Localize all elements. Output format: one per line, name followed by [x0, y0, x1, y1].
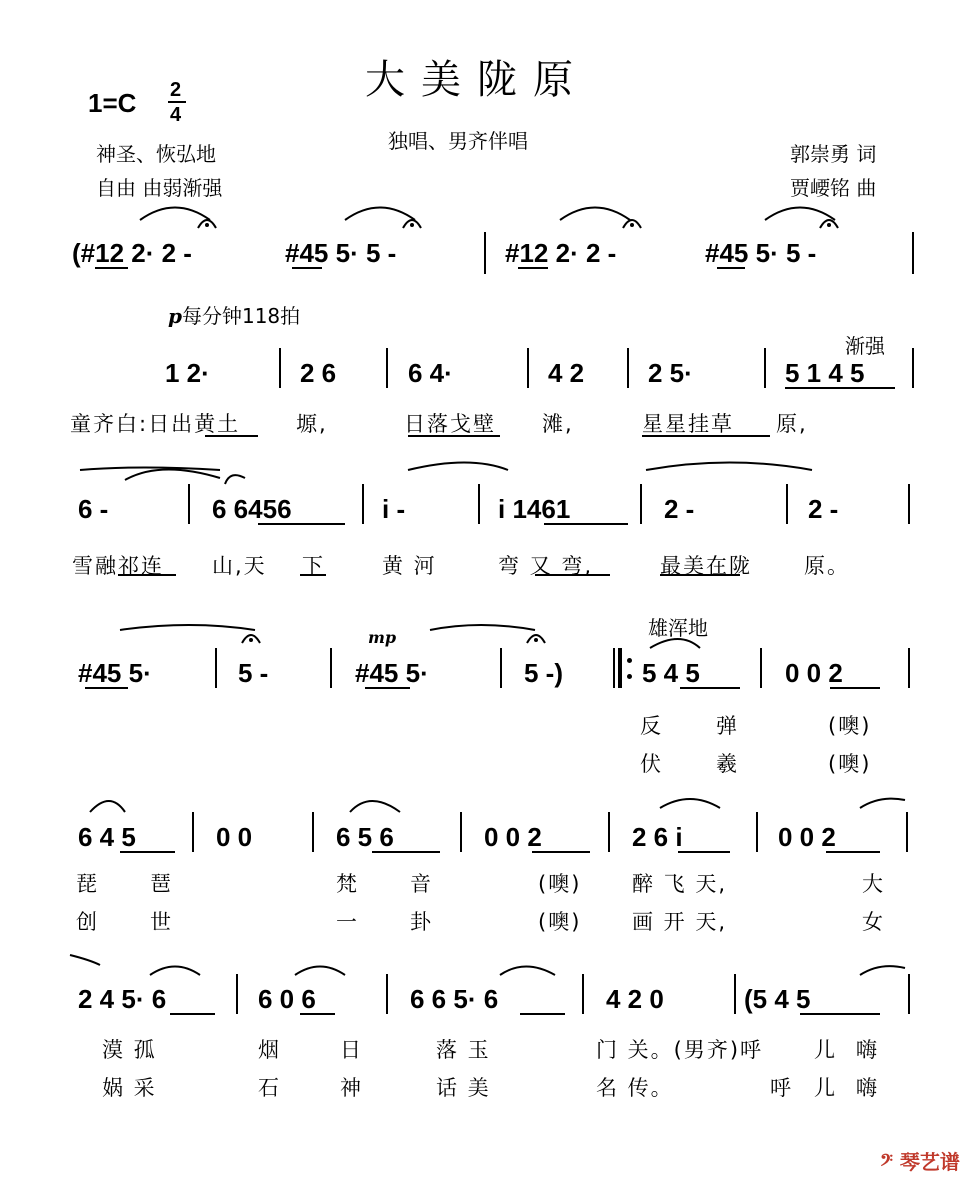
lyric: 反: [640, 714, 663, 738]
slur: [350, 801, 400, 812]
performance-note: 独唱、男齐伴唱: [388, 129, 528, 153]
fermata-dot: [410, 223, 414, 227]
lyric: 塬,: [296, 412, 328, 436]
lyric: 日: [340, 1038, 363, 1062]
measure: 1 2·: [165, 358, 210, 388]
slur: [500, 967, 555, 976]
key-signature: 1=C: [88, 88, 137, 118]
measure: 2 -: [808, 494, 839, 524]
slur: [70, 955, 100, 965]
fermata: [820, 220, 838, 228]
measure: 0 0 2: [484, 822, 542, 852]
barline: [734, 974, 736, 1014]
repeat-dot: [627, 658, 632, 663]
barline: [188, 484, 190, 524]
barline: [192, 812, 194, 852]
barline: [484, 232, 486, 274]
fermata-dot: [534, 638, 538, 642]
slur: [765, 208, 835, 221]
lyric: 儿: [814, 1076, 837, 1100]
measure: 0 0: [216, 822, 253, 852]
fermata: [242, 635, 260, 643]
slur: [646, 463, 812, 471]
barline: [786, 484, 788, 524]
lyric: 羲: [716, 752, 739, 776]
site-logo: [880, 1146, 960, 1175]
measure: 5 1 4 5: [785, 358, 865, 388]
slur: [225, 475, 245, 484]
slur: [90, 801, 125, 812]
expression-marking: 雄浑地: [648, 616, 708, 640]
barline: [582, 974, 584, 1014]
lyric: 名 传。: [596, 1076, 674, 1100]
lyric: 娲 采: [102, 1076, 157, 1100]
measure: 4 2 0: [606, 984, 664, 1014]
music-logo-icon: 𝄢: [880, 1150, 893, 1174]
barline: [912, 232, 914, 274]
measure: 6 0 6: [258, 984, 316, 1014]
fermata: [623, 220, 641, 228]
measure: 6 4·: [408, 358, 453, 388]
lyric: 星星挂草: [642, 412, 734, 436]
lyric: 日落戈壁: [404, 412, 496, 436]
lyric: 漠 孤: [102, 1038, 157, 1062]
lyric: 雪融祁连: [72, 554, 164, 578]
lyric: 梵: [336, 872, 359, 896]
lyric: 门 关。(男齐)呼: [596, 1038, 764, 1062]
measure: 5 -): [524, 658, 563, 688]
slur: [345, 208, 415, 221]
composer-credit: 贾崾铭 曲: [790, 176, 877, 200]
fermata-dot: [827, 223, 831, 227]
lyric: 世: [150, 910, 173, 934]
slur: [140, 208, 210, 221]
lyric: 弹: [716, 714, 739, 738]
lyric: 原。: [804, 554, 850, 578]
lyric: 山,天: [212, 554, 267, 578]
barline: [906, 812, 908, 852]
lyric: (噢): [828, 752, 872, 776]
slur: [860, 799, 905, 808]
measure: 2 6: [300, 358, 337, 388]
measure: 6 -: [78, 494, 109, 524]
measure: 5 -: [238, 658, 269, 688]
lyric: 呼: [770, 1076, 793, 1100]
slur: [295, 967, 345, 976]
bpm-label: 每分钟118拍: [181, 304, 301, 328]
barline: [386, 974, 388, 1014]
lyric: (噢): [828, 714, 872, 738]
measure: #45 5· 5 -: [705, 238, 817, 268]
barline: [764, 348, 766, 388]
measure: 2 6 i: [632, 822, 683, 852]
slur: [150, 967, 200, 976]
lyric: 音: [410, 872, 433, 896]
barline: [760, 648, 762, 688]
measure: (5 4 5: [744, 984, 811, 1014]
measure: 0 0 2: [778, 822, 836, 852]
tempo-marking-1: 神圣、恢弘地: [96, 142, 216, 166]
lyric: 创: [76, 910, 99, 934]
slur: [408, 463, 508, 471]
measure: #45 5·: [355, 658, 429, 688]
lyric: 石: [258, 1076, 281, 1100]
lyric: 醉 飞 天,: [632, 872, 728, 896]
lyric: 伏: [640, 752, 663, 776]
slur: [430, 625, 535, 630]
lyric: 最美在陇: [660, 554, 752, 578]
lyric: 画 开 天,: [632, 910, 728, 934]
slur: [80, 468, 220, 471]
barline: [500, 648, 502, 688]
lyric: 下: [302, 554, 325, 578]
repeat-dot: [627, 674, 632, 679]
measure: i -: [382, 494, 406, 524]
barline: [912, 348, 914, 388]
barline: [330, 648, 332, 688]
fermata: [403, 220, 421, 228]
measure: 4 2: [548, 358, 585, 388]
measure: 5 4 5: [642, 658, 700, 688]
dynamic-mp: mp: [368, 628, 397, 647]
time-signature-bottom: 4: [170, 104, 182, 126]
crescendo-marking: 渐强: [845, 334, 885, 358]
barline: [215, 648, 217, 688]
lyric: 原,: [776, 412, 808, 436]
slur: [560, 208, 630, 221]
lyric: 童齐白:日出黄土: [70, 412, 241, 436]
barline: [478, 484, 480, 524]
measure: #45 5·: [78, 658, 152, 688]
slur: [660, 799, 720, 808]
measure: 6 6 5· 6: [410, 984, 499, 1014]
slur: [860, 966, 905, 975]
lyric: 女: [862, 910, 885, 934]
lyric: 大: [862, 872, 885, 896]
lyric: 弯 又 弯,: [498, 554, 594, 578]
barline: [362, 484, 364, 524]
repeat-barline-thin: [613, 648, 615, 688]
measure: (#12 2· 2 -: [72, 238, 192, 268]
barline: [908, 648, 910, 688]
repeat-barline-thick: [618, 648, 622, 688]
measure: i 1461: [498, 494, 571, 524]
measure: 2 5·: [648, 358, 693, 388]
lyric: 滩,: [542, 412, 574, 436]
fermata: [198, 220, 216, 228]
barline: [236, 974, 238, 1014]
tempo-marking-2: 自由 由弱渐强: [96, 176, 223, 200]
slur: [125, 469, 220, 480]
tempo-bpm: [168, 300, 300, 329]
barline: [640, 484, 642, 524]
barline: [527, 348, 529, 388]
barline: [756, 812, 758, 852]
logo-text: 琴艺谱: [899, 1150, 960, 1174]
lyric: 卦: [410, 910, 433, 934]
measure: 6 5 6: [336, 822, 394, 852]
slur: [120, 625, 255, 630]
fermata: [527, 635, 545, 643]
measure: 2 4 5· 6: [78, 984, 167, 1014]
barline: [460, 812, 462, 852]
time-signature-top: 2: [170, 79, 182, 101]
barline: [627, 348, 629, 388]
barline: [386, 348, 388, 388]
barline: [908, 974, 910, 1014]
measure: #45 5· 5 -: [285, 238, 397, 268]
lyric: 话 美: [436, 1076, 491, 1100]
lyric: 嗨: [856, 1076, 879, 1100]
lyric: 烟: [258, 1038, 281, 1062]
lyric: 落 玉: [436, 1038, 491, 1062]
measure: 6 6456: [212, 494, 292, 524]
measure: 2 -: [664, 494, 695, 524]
lyric: (噢): [538, 910, 582, 934]
lyric: 儿: [814, 1038, 837, 1062]
lyric: 神: [340, 1076, 363, 1100]
barline: [279, 348, 281, 388]
barline: [908, 484, 910, 524]
lyric: 黄 河: [382, 554, 437, 578]
barline: [312, 812, 314, 852]
lyric: (噢): [538, 872, 582, 896]
lyricist-credit: 郭崇勇 词: [790, 142, 877, 166]
fermata-dot: [630, 223, 634, 227]
measure: #12 2· 2 -: [505, 238, 617, 268]
lyric: 琵: [76, 872, 99, 896]
barline: [608, 812, 610, 852]
page-title: 大美陇原: [365, 57, 589, 103]
time-signature-line: [168, 101, 186, 103]
dynamic-p: p: [168, 304, 182, 328]
measure: 0 0 2: [785, 658, 843, 688]
lyric: 一: [336, 910, 359, 934]
fermata-dot: [249, 638, 253, 642]
lyric: 琶: [150, 872, 173, 896]
fermata-dot: [205, 223, 209, 227]
measure: 6 4 5: [78, 822, 136, 852]
lyric: 嗨: [856, 1038, 879, 1062]
